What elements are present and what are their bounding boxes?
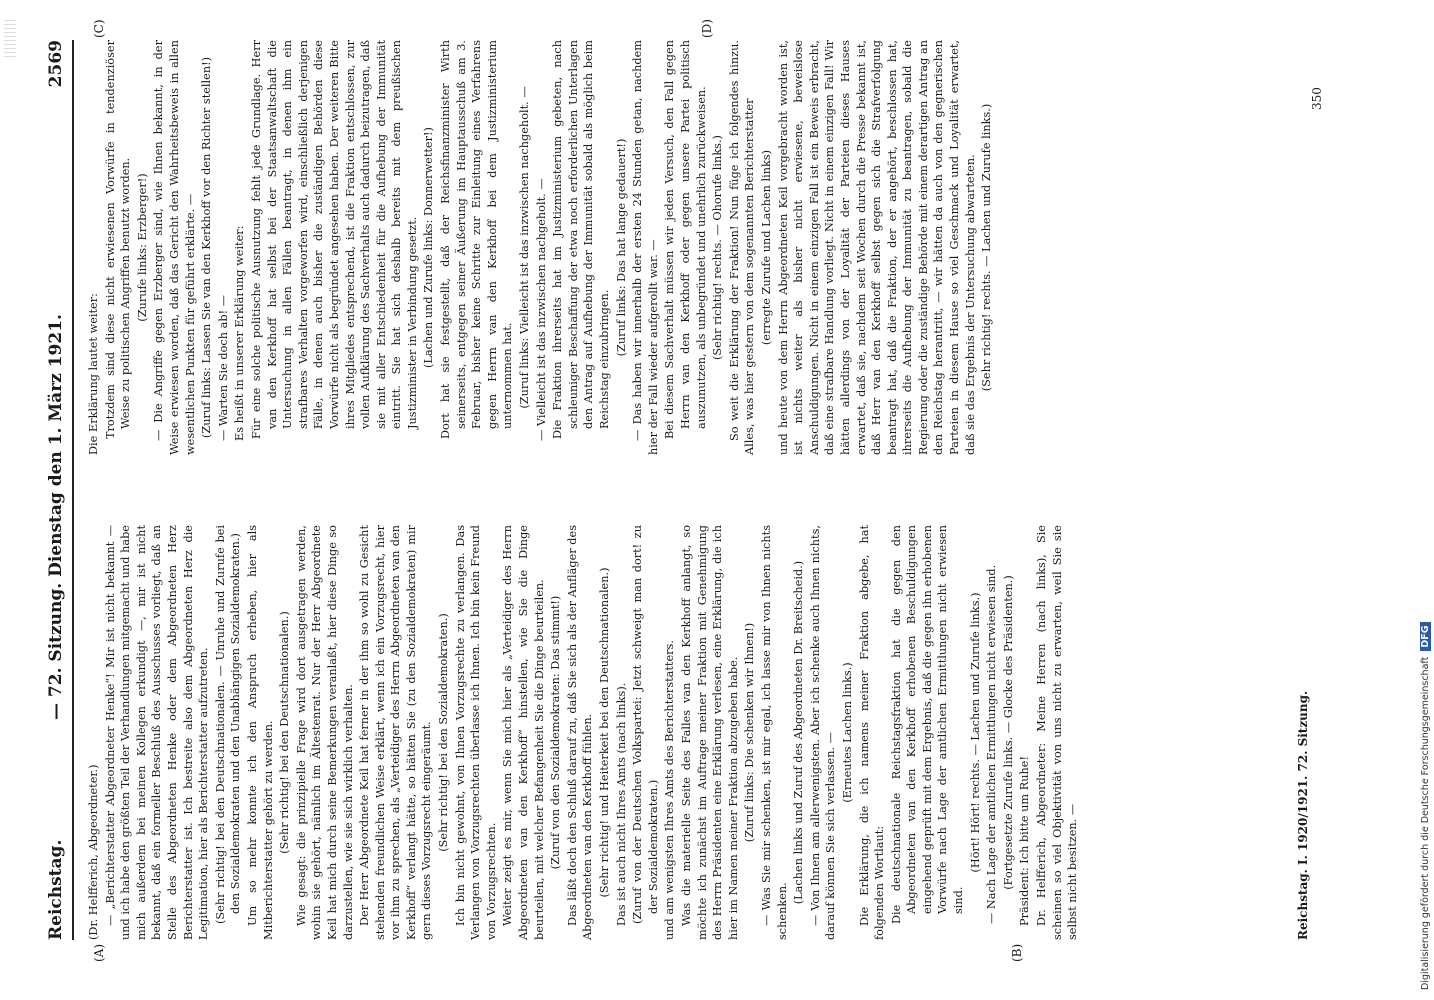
paragraph: So weit die Erklärung der Fraktion! Nun füge ich folgendes hinzu. Alles, was hier gestern von dem sogenannten Berichterstatter — [727, 40, 757, 455]
margin-mark-b: (B) — [1010, 943, 1024, 962]
paragraph: Weiter zeigt es mir, wenn Sie mich hier als „Verteidiger des Herrn Abgeordneten van den Kerkhoff“ hinstellen, wie Sie die Dinge beurteilen, mit welcher Befangenheit Sie die Dinge beurteilen. — [501, 525, 546, 940]
paragraph: Es heißt in unserer Erklärung weiter: — [233, 225, 247, 441]
dfg-logo: DFG — [1420, 622, 1431, 650]
quoted-declaration: Trotzdem sind diese nicht erwiesenen Vorwürfe in tendenziöser Weise zu politischen Angriffen benutzt worden. — [103, 40, 133, 439]
page-footer: Reichstag. I. 1920/1921. 72. Sitzung. — [1296, 690, 1310, 940]
interjection: (erregte Zurufe und Lachen links) — [759, 149, 773, 346]
interjection: (Lachen links und Zuruf des Abgeordneten Dr. Breitscheid.) — [792, 560, 806, 905]
page-header — [38, 40, 74, 940]
page-folio: 350 — [1310, 87, 1324, 110]
paragraph: — Warten Sie doch ab! — — [216, 295, 230, 441]
quoted-declaration: Bei diesem Sachverhalt müssen wir jeden Versuch, den Fall gegen Herrn van den Kerkhoff oder gegen unsere Partei politisch auszunutzen, als unbegründet und unehrlich zurückweisen. — [663, 40, 708, 439]
margin-mark-a: (A) — [92, 943, 106, 962]
header-left: Reichstag. — [46, 839, 66, 940]
right-column — [86, 40, 996, 455]
paragraph: Ich bin nicht gewohnt, von Ihnen Vorzugsrechte zu verlangen. Das Verlangen von Vorzugsrechten überlasse ich Ihnen. Ich bin kein Freund von Vorzugsrechten. — [453, 525, 498, 940]
paragraph: Das ist auch nicht Ihres Amts (nach links). — [614, 682, 628, 926]
quoted-declaration: — Nach Lage der amtlichen Ermittlungen nicht erwiesen sind. — [985, 564, 999, 924]
interjection: (Sehr richtig! bei den Deutschnationalen. — Unruhe und Zurufe bei den Sozialdemokraten und den Unabhängigen Sozialdemokraten.) — [213, 525, 243, 924]
paragraph: — „Berichterstatter Abgeordneter Henke“! Mir ist nicht bekannt — und ich habe den größten Teil der Verhandlungen mitgemacht und habe mich außerdem bei meinen Kollegen erkundigt —, mir ist nicht bekannt, daß ein formeller Beschluß des Ausschusses vorliegt, daß an Stelle des Abgeordneten Henke oder dem Abgeordneten Herz Berichterstatter ist. Ich bestreite also dem Abgeordneten Herz die Legitimation, hier als Berichterstatter aufzutreten. — [103, 525, 211, 940]
interjection: (Zurufe links: Erzberger!) — [135, 173, 149, 322]
interjection: (Zuruf links: Lassen Sie van den Kerkhoff vor den Richter stellen!) — [200, 56, 214, 439]
interjection: (Sehr richtig! rechts. — Lachen und Zurufe links.) — [980, 103, 994, 392]
left-column — [86, 525, 1082, 940]
interjection: (Zuruf links: Vielleicht ist das inzwischen nachgeholt. — — [518, 86, 532, 409]
interjection: (Zuruf von den Sozialdemokraten: Das stimmt!) — [549, 595, 563, 870]
margin-mark-c: (C) — [92, 19, 106, 38]
interjection: (Sehr richtig! bei den Deutschnationalen.) — [278, 611, 292, 854]
credit-text: Digitalisierung gefördert durch die Deutsche Forschungsgemeinschaft — [1420, 656, 1431, 990]
paragraph: und heute von dem Herrn Abgeordneten Keil vorgebracht worden ist, ist nichts weiter als bisher nicht erwiesene, beweislose Anschuldigungen. Nicht in einem einzigen Fall ist ein Beweis erbracht, daß eine strafbare Handlung vorliegt. Nicht in einem einzigen Fall! Wir hätten allerdings von der Loyalität der Parteien dieses Hauses erwartet, daß sie, nachdem seit Wochen durch die Presse bekannt ist, daß Herr van den Kerkhoff selbst gegen sich die Strafverfolgung beantragt hat, daß die Fraktion, der er angehört, beschlossen hat, ihrerseits die Aufhebung der Immunität zu beantragen, sobald die Regierung oder die zuständige Behörde mit einem derartigen Antrag an den Reichstag herantritt, — wir hätten da auch von den gegnerischen Parteien in diesem Hause so viel Geschmack und Loyalität erwartet, daß sie das Ergebnis der Untersuchung abwarteten. — [776, 40, 977, 455]
digitization-credit — [1420, 622, 1431, 990]
interjection: (Zuruf von der Deutschen Volkspartei: Jetzt schweigt man dort! zu der Sozialdemokraten.) — [631, 525, 660, 924]
paragraph: — Was Sie mir schenken, ist mir egal, ich lasse mir von Ihnen nichts schenken. — [759, 525, 789, 940]
paragraph: Der Herr Abgeordnete Keil hat ferner in der ihm so wohl zu Gesicht stehenden freundlichen Weise erklärt, wenn ich ein Vorzugsrecht, hier vor ihm zu sprechen, als „Verteidiger des Herrn Abgeordneten van den Kerkhoff“ verlangt hätte, so hätten Sie (zu den Sozialdemokraten) mir gern dieses Vorzugsrecht eingeräumt. — [358, 525, 434, 940]
paragraph: Dr. Helfferich, Abgeordneter: Meine Herren (nach links), Sie scheinen so viel Objektivität von uns nicht zu erwarten, weil Sie sie selbst nicht besitzen. — — [1035, 525, 1080, 940]
quoted-declaration: Für eine solche politische Ausnutzung fehlt jede Grundlage. Herr van den Kerkhoff hat selbst bei der Staatsanwaltschaft die Untersuchung in allen Fällen beantragt, in denen ihm ein strafbares Verhalten vorgeworfen wird, einschließlich derjenigen Fälle, in denen auch bisher die zuständigen Behörden diese Vorwürfe nicht als begründet angesehen haben. Der weiteren Bitte ihres Mitgliedes entsprechend, ist die Fraktion entschlossen, zur vollen Aufklärung des Sachverhalts auch dadurch beizutragen, daß sie mit aller Entschiedenheit für die Aufhebung der Immunität eintritt. Sie hat sich deshalb bereits mit dem preußischen Justizminister in Verbindung gesetzt. — [249, 40, 419, 439]
paragraph: — Vielleicht ist das inzwischen nachgeholt. — — [534, 178, 548, 441]
interjection: (Hört! Hört! rechts. — Lachen und Zurufe links.) — [968, 592, 982, 873]
paragraph: Um so mehr konnte ich den Anspruch erheben, hier als Mitberichterstatter gehört zu werden. — [245, 525, 275, 940]
interjection: (Sehr richtig! und Heiterkeit bei den Deutschnationalen.) — [598, 567, 611, 898]
header-session-date: — 72. Sitzung. Dienstag den 1. März 1921. — [46, 314, 66, 720]
paragraph: Das läßt doch den Schluß darauf zu, daß Sie sich als der Anfläger des Abgeordneten van den Kerkhoff fühlen. — [565, 525, 595, 940]
paragraph: Die Erklärung, die ich namens meiner Fraktion abgebe, hat folgenden Wortlaut: — [857, 525, 887, 940]
quoted-declaration: Die deutschnationale Reichstagsfraktion hat die gegen den Abgeordneten van den Kerkhoff erhobenen Beschuldigungen eingehend geprüft mit dem Ergebnis, daß die gegen ihn erhobenen Vorwürfe nach Lage der amtlichen Ermittlungen nicht erwiesen sind. — [889, 525, 966, 924]
paragraph: — Das haben wir innerhalb der ersten 24 Stunden getan, nachdem hier der Fall wieder aufgerollt war. — — [631, 40, 660, 455]
page-number: 2569 — [46, 40, 66, 88]
paragraph: Die Erklärung lautet weiter: — [87, 293, 100, 455]
paragraph: (Dr. Helfferich, Abgeordneter.) — [87, 764, 100, 940]
interjection: (Sehr richtig! bei den Sozialdemokraten.) — [437, 613, 451, 852]
paragraph: Wie gesagt: die prinzipielle Frage wird dort ausgetragen werden, wohin sie gehört, nämlich im Ältestenrat. Nur der Herr Abgeordnete Keil hat mich durch seine Bemerkungen veranlaßt, hier diese Dinge so darzustellen, wie sie sich wirklich verhalten. — [294, 525, 355, 940]
interjection: (Erneutes Lachen links.) — [840, 662, 854, 803]
paragraph: Was die materielle Seite des Falles van den Kerkhoff anlangt, so möchte ich zunächst im Auftrage meiner Fraktion mit Genehmigung des Herrn Präsidenten eine Erklärung verlesen, eine Erklärung, die ich hier im Namen meiner Fraktion abzugeben habe. — [679, 525, 740, 940]
interjection: (Lachen und Zurufe links: Donnerwetter!) — [422, 127, 436, 368]
quoted-declaration: Die Fraktion ihrerseits hat im Justizministerium gebeten, nach schleuniger Beschaffung der etwa noch erforderlichen Unterlagen den Antrag auf Aufhebung der Immunität sobald als möglich beim Reichstag einzubringen. — [551, 40, 611, 439]
interjection: (Sehr richtig! rechts. — Ohorufe links.) — [711, 135, 725, 360]
paragraph: — Von Ihnen am allerwenigsten. Aber ich schenke auch Ihnen nichts, darauf können Sie sich verlassen. — — [808, 525, 838, 940]
interjection: (Zuruf links: Die schenken wir Ihnen!) — [743, 622, 757, 843]
paragraph: — Die Angriffe gegen Erzberger sind, wie Ihnen bekannt, in der Weise erwiesen worden, daß das Gericht den Wahrheitsbeweis in allen wesentlichen Punkten für geführt erklärte. — — [152, 40, 197, 455]
president-remark: Präsident: Ich bitte um Ruhe! — [1018, 756, 1032, 926]
interjection: (Fortgesetzte Zurufe links. — Glocke des Präsidenten.) — [1001, 575, 1015, 890]
quoted-declaration: Dort hat sie festgestellt, daß der Reichsfinanzminister Wirth seinerseits, entgegen seiner Äußerung im Hauptausschuß am 3. Februar, bisher keine Schritte zur Einleitung eines Verfahrens gegen Herrn van den Kerkhoff bei dem Justizministerium unternommen hat. — [439, 40, 515, 439]
margin-mark-d: (D) — [700, 19, 714, 38]
interjection: (Zuruf links: Das hat lange gedauert!) — [614, 138, 628, 357]
paragraph: und am wenigsten Ihres Amts des Berichterstatters. — [663, 640, 677, 940]
